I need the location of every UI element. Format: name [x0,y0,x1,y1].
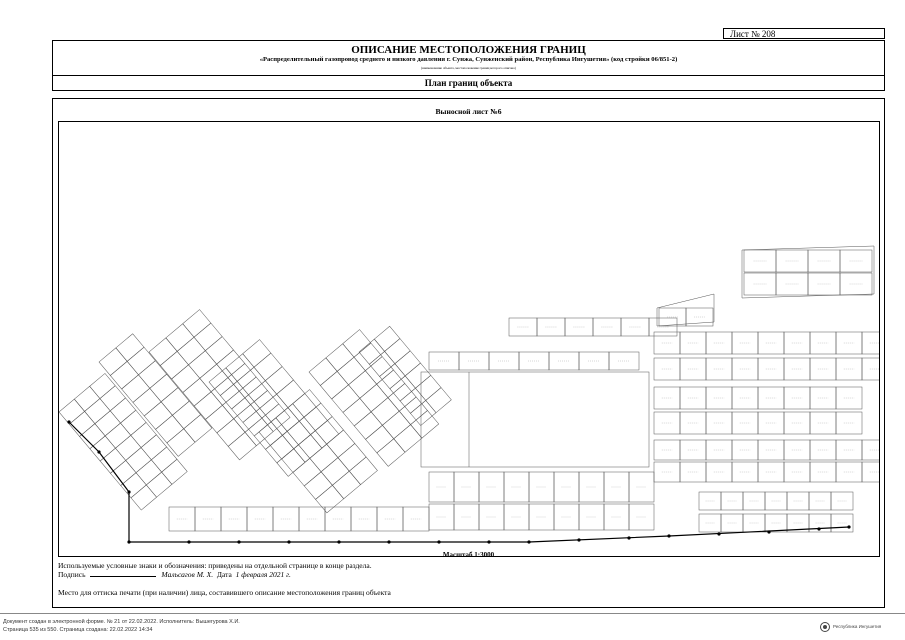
parcel [732,462,758,482]
pipeline-point [487,540,490,543]
parcel-block [259,390,377,513]
parcel [100,448,126,473]
parcel [810,358,836,380]
sheet-number: Лист № 208 [723,28,885,39]
parcel [349,457,377,485]
parcel [325,507,351,531]
footer-org-name: Республика Ингушетия [833,624,882,630]
parcel [69,411,95,436]
parcel [293,390,321,418]
parcel [680,462,706,482]
parcel [810,440,836,460]
parcel [509,318,537,336]
parcel [243,340,271,368]
parcel [395,351,421,376]
parcel [659,308,686,326]
pipeline-point [577,538,580,541]
parcel [390,376,416,401]
map-scale: Масштаб 1:3000 [442,551,495,559]
parcel [206,405,234,433]
parcel [177,337,205,365]
parcel [680,440,706,460]
parcel [172,401,200,429]
object-name: «Распределительный газопровод среднего и низкого давления г. Сунжа, Сунженский район, Республика Ингушетия» (код стройки 06/851-2) [259,56,678,63]
parcel [400,388,426,413]
parcel [127,347,155,375]
parcel [680,358,706,380]
parcel [288,394,316,422]
parcel [166,324,194,352]
parcel [351,507,377,531]
pipeline-point [127,540,130,543]
pipeline-point [817,527,820,530]
header-box [52,40,885,91]
legend-note: Используемые условные знаки и обозначения: приведены на отдельной странице в конце раздела. [58,561,372,570]
parcel [146,472,172,497]
footer-document-info: Документ создан в электронной форме. № 21 от 22.02.2022. Исполнитель: Вышегурова Х.И. [3,619,240,625]
plan-frame [52,98,885,608]
parcel [337,357,365,385]
parcel [327,430,355,458]
parcel [326,344,354,372]
parcel [862,440,880,460]
parcel [758,412,784,434]
parcel [95,411,121,436]
parcel [311,420,339,448]
parcel [394,425,422,453]
parcel [836,387,862,409]
parcel [309,358,337,386]
parcel [172,365,200,393]
parcel [836,440,862,460]
pipeline-point [237,540,240,543]
pipeline-point [667,534,670,537]
pipeline-point [187,540,190,543]
parcel [266,435,294,463]
parcel [343,330,371,358]
parcel [680,412,706,434]
parcel [304,472,332,500]
parcel [810,332,836,354]
parcel [758,358,784,380]
parcel [732,387,758,409]
parcel [141,435,167,460]
parcel [74,386,100,411]
parcel [183,378,211,406]
parcel [100,386,126,411]
pipeline-point [67,420,70,423]
signature-line [90,576,156,577]
parcel [247,507,273,531]
parcel [273,507,299,531]
parcel [758,387,784,409]
signature-date: 1 февраля 2021 г. [235,570,291,579]
pipeline-point [287,540,290,543]
parcel [784,358,810,380]
cadastral-map-drawing [59,122,880,557]
footer-page-info: Страница 535 из 550. Страница создана: 22.02.2022 14:34 [3,627,153,633]
parcel [293,458,321,486]
parcel [110,398,136,423]
parcel [194,392,222,420]
parcel [784,440,810,460]
parcel [403,507,429,531]
parcel [411,410,439,438]
parcel [382,411,410,439]
pipeline-point [337,540,340,543]
parcel [315,417,343,445]
parcel [116,334,144,362]
parcel-block [309,330,439,467]
parcel [810,462,836,482]
parcel [85,399,111,424]
parcel [680,387,706,409]
parcel [836,412,862,434]
parcel [706,412,732,434]
parcel [360,384,388,412]
parcel [332,471,360,499]
pipeline-point [127,490,130,493]
parcel [537,318,565,336]
parcel [654,358,680,380]
parcel [732,332,758,354]
emblem-icon [820,622,830,632]
parcel [169,507,195,531]
parcel [784,332,810,354]
pipeline-point [387,540,390,543]
parcel-block [99,334,212,457]
parcel [758,332,784,354]
parcel [138,361,166,389]
parcel [654,440,680,460]
parcel [784,387,810,409]
parcel [254,353,282,381]
pipeline-point [97,450,100,453]
parcel [415,375,441,400]
parcel [151,447,177,472]
parcel [758,440,784,460]
parcel [221,507,247,531]
parcel [205,337,233,365]
parcel [836,462,862,482]
parcel [131,422,157,447]
parcel [298,431,326,459]
parcel [593,318,621,336]
parcel [299,507,325,531]
parcel [287,417,315,445]
parcel [836,358,862,380]
parcel [321,458,349,486]
parcel [59,399,85,424]
document-title: ОПИСАНИЕ МЕСТОПОЛОЖЕНИЯ ГРАНИЦ [351,44,586,56]
pipeline-point [527,540,530,543]
parcel [265,367,293,395]
parcel [426,388,452,413]
parcel [385,339,411,364]
parcel [188,351,216,379]
sheet-title: Выносной лист №6 [435,107,502,116]
parcel [810,387,836,409]
signature-row [58,570,291,579]
parcel [194,323,222,351]
parcel [161,388,189,416]
parcel [686,308,713,326]
parcel [862,462,880,482]
parcel [348,371,376,399]
parcel [371,398,399,426]
parcel [706,387,732,409]
pipeline-point [627,536,630,539]
parcel [862,332,880,354]
parcel [784,412,810,434]
parcel [310,444,338,472]
parcel [649,318,677,336]
parcel [299,407,327,435]
parcel [277,380,305,408]
parcel [120,410,146,435]
parcel [654,412,680,434]
parcel [784,462,810,482]
parcel [282,421,310,449]
parcel [149,338,177,366]
parcel [354,412,382,440]
signature-label: Подпись [58,570,86,579]
parcel [706,358,732,380]
block-outline [657,294,714,326]
parcel [366,425,394,453]
parcel [732,440,758,460]
parcel [282,445,310,473]
parcel [654,462,680,482]
parcel-block [359,326,451,425]
parcel [160,351,188,379]
parcel [654,332,680,354]
parcel [732,358,758,380]
parcel [150,374,178,402]
parcel [136,460,162,485]
signatory-name: Мальсагов М. Х. [161,570,214,579]
parcel [126,448,152,473]
pipeline-point [847,525,850,528]
stamp-place: Место для оттиска печати (при наличии) лица, составившего описание местоположения границ объекта [58,588,391,597]
parcel [706,440,732,460]
parcel [388,384,416,412]
parcel [758,462,784,482]
pipeline-point [767,530,770,533]
object-name-note: (наименование объекта, местоположение границ которого описано) [420,66,516,70]
parcel [365,357,393,385]
parcel [810,412,836,434]
footer-divider [0,613,905,614]
parcel [294,435,322,463]
parcel [405,363,431,388]
pipeline-point [437,540,440,543]
parcel [270,431,298,459]
parcel [343,398,371,426]
parcel [105,423,131,448]
parcel [565,318,593,336]
parcel [316,485,344,513]
parcel [706,332,732,354]
date-label: Дата [216,570,232,579]
parcel [338,444,366,472]
parcel [359,339,385,364]
parcel [195,507,221,531]
parcel [90,373,116,398]
parcel [304,403,332,431]
parcel [862,358,880,380]
parcel [183,310,211,338]
parcel [99,348,127,376]
plan-label: План границ объекта [424,78,513,88]
parcel [320,371,348,399]
parcel [836,332,862,354]
footer-org [820,622,881,632]
parcel [217,419,245,447]
parcel [654,387,680,409]
parcel [162,459,188,484]
parcel [277,449,305,477]
parcel [377,370,405,398]
parcel [377,507,403,531]
parcel [332,385,360,413]
pipeline-point [717,532,720,535]
parcel [131,485,157,510]
large-parcel [421,372,649,467]
parcel [680,332,706,354]
parcel [732,412,758,434]
parcel [184,415,212,443]
parcel [380,364,406,389]
cadastral-map [58,121,880,557]
parcel [228,432,256,460]
parcel [706,462,732,482]
parcel [377,439,405,467]
parcel [374,326,400,351]
parcel [621,318,649,336]
parcel [115,435,141,460]
header-divider [53,75,884,76]
